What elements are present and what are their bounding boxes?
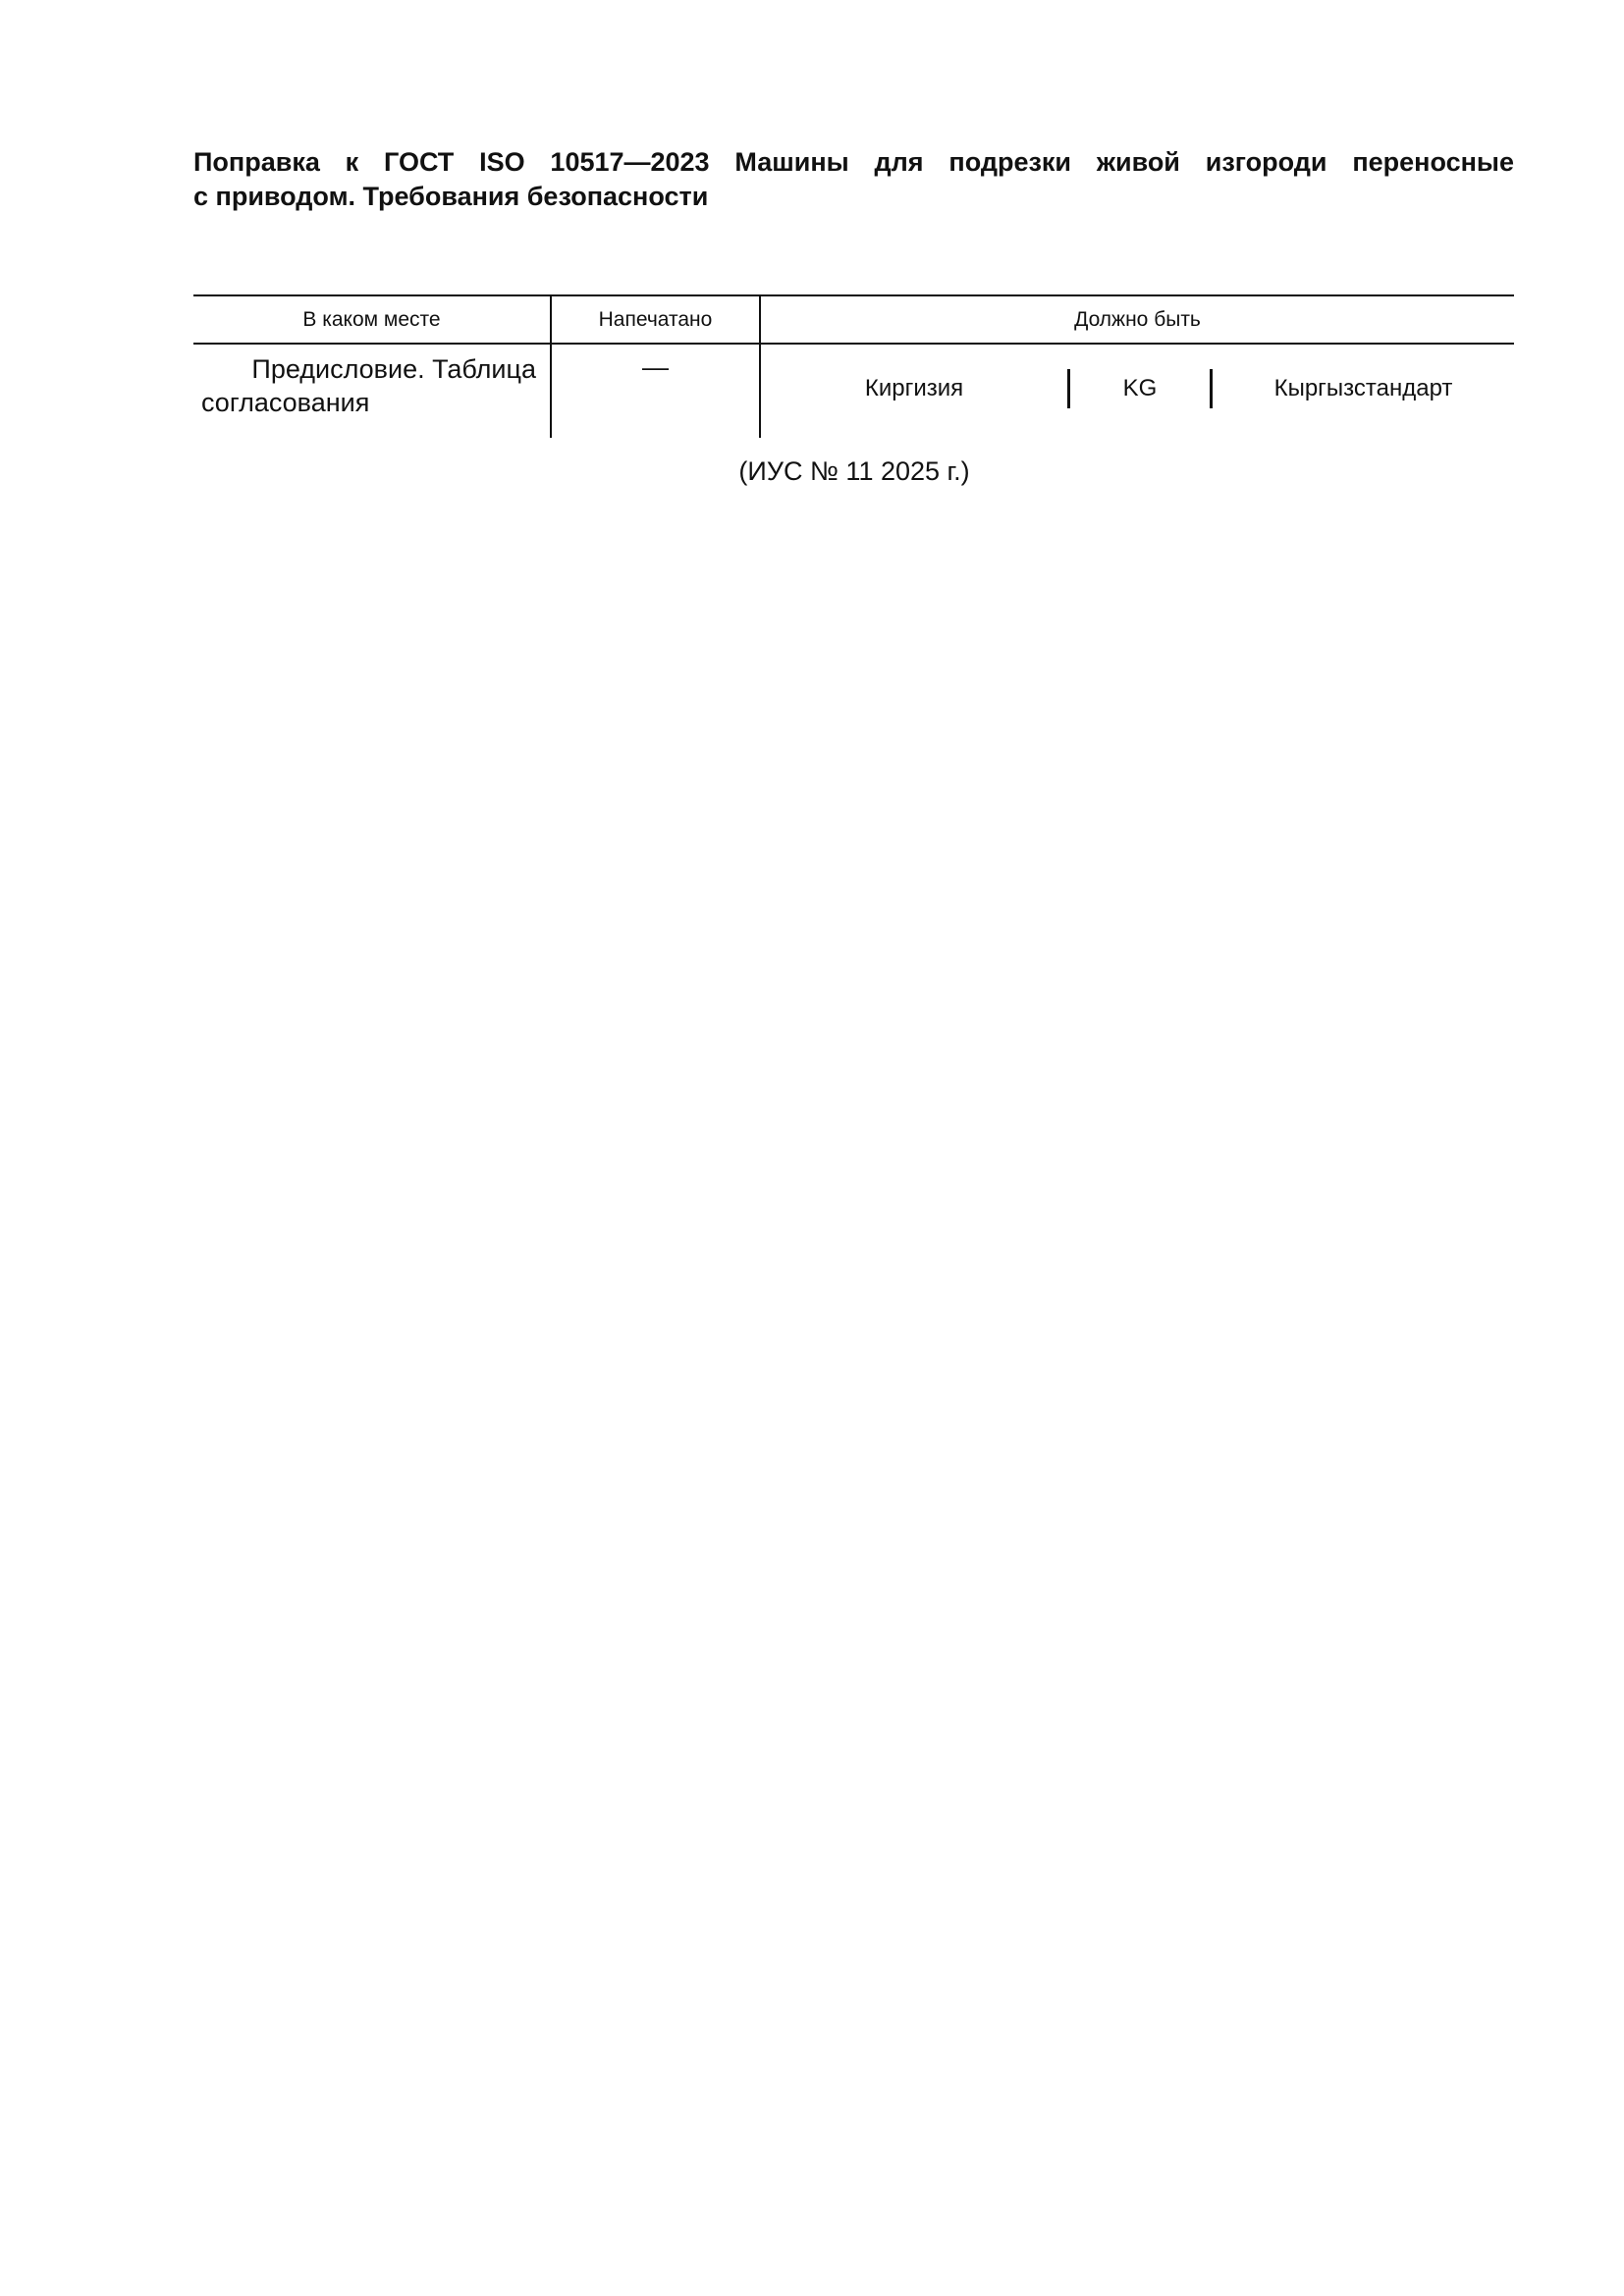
amendment-table xyxy=(193,294,1514,438)
cell-printed: — xyxy=(551,344,760,438)
ius-reference: (ИУС № 11 2025 г.) xyxy=(738,456,970,486)
header-printed: Напечатано xyxy=(551,295,760,344)
title-line-1: Поправка к ГОСТ ISO 10517—2023 Машины для подрезки живой изгороди переносные xyxy=(193,147,1514,177)
title-line-2: с приводом. Требования безопасности xyxy=(193,182,709,211)
table-header-row xyxy=(193,295,1514,344)
must-be-entry xyxy=(761,367,1514,410)
cell-must-be xyxy=(760,344,1514,438)
must-be-organization: Кыргызстандарт xyxy=(1273,375,1453,401)
must-be-code: KG xyxy=(1067,369,1213,408)
table-row xyxy=(193,344,1514,438)
where-line-1: Предисловие. Таблица xyxy=(251,354,536,384)
must-be-country: Киргизия xyxy=(864,375,964,401)
document-title xyxy=(193,145,1514,214)
where-line-2: согласования xyxy=(201,388,370,417)
header-where: В каком месте xyxy=(193,295,551,344)
header-must-be: Должно быть xyxy=(760,295,1514,344)
cell-where xyxy=(193,344,551,438)
